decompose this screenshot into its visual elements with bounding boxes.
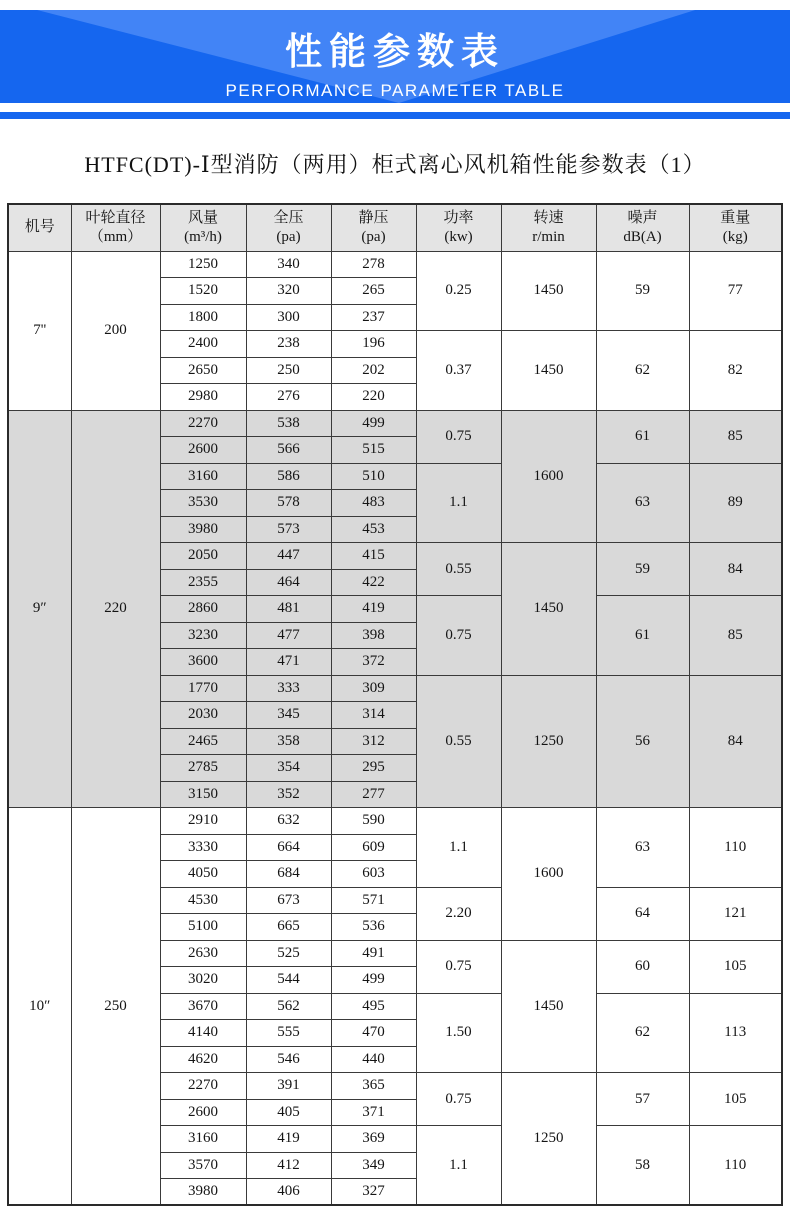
cell-total-pressure: 345 xyxy=(246,702,331,729)
cell-total-pressure: 578 xyxy=(246,490,331,517)
cell-noise: 59 xyxy=(596,543,689,596)
cell-flow: 2650 xyxy=(160,357,246,384)
cell-weight: 110 xyxy=(689,1126,782,1206)
cell-flow: 4050 xyxy=(160,861,246,888)
column-header-power xyxy=(416,204,501,251)
cell-static-pressure: 196 xyxy=(331,331,416,358)
cell-flow: 4140 xyxy=(160,1020,246,1047)
cell-flow: 2600 xyxy=(160,437,246,464)
cell-weight: 105 xyxy=(689,940,782,993)
cell-total-pressure: 586 xyxy=(246,463,331,490)
banner-content xyxy=(0,10,790,101)
cell-total-pressure: 538 xyxy=(246,410,331,437)
cell-total-pressure: 340 xyxy=(246,251,331,278)
cell-power: 0.75 xyxy=(416,596,501,676)
cell-power: 0.55 xyxy=(416,675,501,808)
column-header-label: 静压 xyxy=(358,210,389,226)
cell-static-pressure: 603 xyxy=(331,861,416,888)
cell-speed: 1250 xyxy=(501,1073,596,1206)
cell-flow: 2050 xyxy=(160,543,246,570)
column-header-unit: (kw) xyxy=(444,228,473,245)
cell-total-pressure: 684 xyxy=(246,861,331,888)
cell-static-pressure: 491 xyxy=(331,940,416,967)
table-body xyxy=(8,251,782,1205)
cell-flow: 3150 xyxy=(160,781,246,808)
cell-weight: 121 xyxy=(689,887,782,940)
cell-static-pressure: 499 xyxy=(331,967,416,994)
cell-noise: 56 xyxy=(596,675,689,808)
cell-flow: 2270 xyxy=(160,1073,246,1100)
cell-static-pressure: 349 xyxy=(331,1152,416,1179)
cell-flow: 2980 xyxy=(160,384,246,411)
cell-static-pressure: 483 xyxy=(331,490,416,517)
cell-noise: 63 xyxy=(596,463,689,543)
cell-weight: 85 xyxy=(689,410,782,463)
cell-total-pressure: 673 xyxy=(246,887,331,914)
cell-flow: 5100 xyxy=(160,914,246,941)
cell-weight: 110 xyxy=(689,808,782,888)
column-header-unit: dB(A) xyxy=(623,228,662,245)
cell-noise: 61 xyxy=(596,596,689,676)
cell-total-pressure: 665 xyxy=(246,914,331,941)
table-row xyxy=(8,410,782,437)
cell-weight: 84 xyxy=(689,543,782,596)
cell-static-pressure: 571 xyxy=(331,887,416,914)
performance-table xyxy=(7,203,783,1206)
cell-static-pressure: 369 xyxy=(331,1126,416,1153)
cell-static-pressure: 510 xyxy=(331,463,416,490)
cell-total-pressure: 546 xyxy=(246,1046,331,1073)
cell-weight: 84 xyxy=(689,675,782,808)
column-header-speed xyxy=(501,204,596,251)
column-header-unit: (pa) xyxy=(361,228,386,245)
banner xyxy=(0,10,790,103)
cell-static-pressure: 371 xyxy=(331,1099,416,1126)
cell-flow: 3980 xyxy=(160,516,246,543)
cell-static-pressure: 440 xyxy=(331,1046,416,1073)
cell-model: 7'' xyxy=(8,251,71,410)
cell-flow: 2600 xyxy=(160,1099,246,1126)
column-header-static-pressure xyxy=(331,204,416,251)
cell-flow: 3600 xyxy=(160,649,246,676)
banner-title: 性能参数表 xyxy=(285,31,505,72)
cell-weight: 85 xyxy=(689,596,782,676)
cell-flow: 2355 xyxy=(160,569,246,596)
cell-speed: 1600 xyxy=(501,410,596,543)
cell-total-pressure: 566 xyxy=(246,437,331,464)
cell-static-pressure: 499 xyxy=(331,410,416,437)
cell-diameter: 220 xyxy=(71,410,160,808)
column-header-label: 功率 xyxy=(443,210,474,226)
cell-total-pressure: 562 xyxy=(246,993,331,1020)
column-header-label: 风量 xyxy=(187,210,218,226)
cell-weight: 105 xyxy=(689,1073,782,1126)
cell-total-pressure: 238 xyxy=(246,331,331,358)
table-row xyxy=(8,808,782,835)
cell-static-pressure: 398 xyxy=(331,622,416,649)
cell-noise: 57 xyxy=(596,1073,689,1126)
cell-total-pressure: 276 xyxy=(246,384,331,411)
column-header-unit: (m³/h) xyxy=(184,228,222,245)
cell-static-pressure: 372 xyxy=(331,649,416,676)
cell-flow: 2400 xyxy=(160,331,246,358)
cell-static-pressure: 515 xyxy=(331,437,416,464)
cell-total-pressure: 320 xyxy=(246,278,331,305)
header-row xyxy=(8,204,782,251)
column-header-label: 转速 xyxy=(533,210,564,226)
page xyxy=(0,10,790,1206)
cell-flow: 2030 xyxy=(160,702,246,729)
cell-flow: 3570 xyxy=(160,1152,246,1179)
page-title: HTFC(DT)-Ⅰ型消防（两用）柜式离心风机箱性能参数表（1） xyxy=(84,152,706,177)
cell-noise: 63 xyxy=(596,808,689,888)
cell-power: 1.1 xyxy=(416,1126,501,1206)
cell-model: 10″ xyxy=(8,808,71,1206)
cell-noise: 64 xyxy=(596,887,689,940)
column-header-total-pressure xyxy=(246,204,331,251)
cell-total-pressure: 333 xyxy=(246,675,331,702)
cell-diameter: 200 xyxy=(71,251,160,410)
column-header-model xyxy=(8,204,71,251)
cell-total-pressure: 464 xyxy=(246,569,331,596)
cell-power: 1.1 xyxy=(416,463,501,543)
cell-power: 0.75 xyxy=(416,940,501,993)
cell-static-pressure: 265 xyxy=(331,278,416,305)
cell-speed: 1450 xyxy=(501,251,596,331)
cell-static-pressure: 220 xyxy=(331,384,416,411)
cell-static-pressure: 470 xyxy=(331,1020,416,1047)
cell-total-pressure: 477 xyxy=(246,622,331,649)
cell-flow: 4530 xyxy=(160,887,246,914)
cell-weight: 82 xyxy=(689,331,782,411)
cell-static-pressure: 495 xyxy=(331,993,416,1020)
cell-noise: 60 xyxy=(596,940,689,993)
cell-static-pressure: 278 xyxy=(331,251,416,278)
cell-flow: 3020 xyxy=(160,967,246,994)
column-header-noise xyxy=(596,204,689,251)
cell-static-pressure: 422 xyxy=(331,569,416,596)
cell-static-pressure: 590 xyxy=(331,808,416,835)
cell-flow: 3160 xyxy=(160,1126,246,1153)
table-row xyxy=(8,251,782,278)
cell-flow: 3980 xyxy=(160,1179,246,1206)
cell-noise: 58 xyxy=(596,1126,689,1206)
cell-total-pressure: 544 xyxy=(246,967,331,994)
banner-subtitle: PERFORMANCE PARAMETER TABLE xyxy=(225,81,565,100)
cell-flow: 2910 xyxy=(160,808,246,835)
column-header-unit: r/min xyxy=(532,228,565,245)
cell-static-pressure: 415 xyxy=(331,543,416,570)
table-head xyxy=(8,204,782,251)
cell-flow: 3670 xyxy=(160,993,246,1020)
cell-speed: 1600 xyxy=(501,808,596,941)
cell-static-pressure: 453 xyxy=(331,516,416,543)
cell-flow: 1800 xyxy=(160,304,246,331)
cell-static-pressure: 277 xyxy=(331,781,416,808)
cell-total-pressure: 406 xyxy=(246,1179,331,1206)
cell-power: 0.25 xyxy=(416,251,501,331)
cell-speed: 1250 xyxy=(501,675,596,808)
column-header-label: 噪声 xyxy=(627,210,658,226)
cell-total-pressure: 354 xyxy=(246,755,331,782)
cell-flow: 2630 xyxy=(160,940,246,967)
cell-total-pressure: 447 xyxy=(246,543,331,570)
cell-total-pressure: 419 xyxy=(246,1126,331,1153)
cell-total-pressure: 471 xyxy=(246,649,331,676)
cell-power: 0.75 xyxy=(416,1073,501,1126)
cell-static-pressure: 609 xyxy=(331,834,416,861)
cell-static-pressure: 365 xyxy=(331,1073,416,1100)
cell-total-pressure: 481 xyxy=(246,596,331,623)
cell-flow: 4620 xyxy=(160,1046,246,1073)
cell-speed: 1450 xyxy=(501,331,596,411)
cell-total-pressure: 664 xyxy=(246,834,331,861)
cell-flow: 3530 xyxy=(160,490,246,517)
cell-flow: 2270 xyxy=(160,410,246,437)
cell-static-pressure: 314 xyxy=(331,702,416,729)
cell-noise: 62 xyxy=(596,331,689,411)
cell-noise: 59 xyxy=(596,251,689,331)
cell-weight: 89 xyxy=(689,463,782,543)
column-header-label: 重量 xyxy=(720,210,751,226)
cell-weight: 113 xyxy=(689,993,782,1073)
cell-total-pressure: 573 xyxy=(246,516,331,543)
column-header-unit: (pa) xyxy=(276,228,301,245)
column-header-diameter xyxy=(71,204,160,251)
cell-static-pressure: 237 xyxy=(331,304,416,331)
cell-power: 2.20 xyxy=(416,887,501,940)
cell-total-pressure: 250 xyxy=(246,357,331,384)
cell-total-pressure: 405 xyxy=(246,1099,331,1126)
cell-static-pressure: 295 xyxy=(331,755,416,782)
cell-flow: 3230 xyxy=(160,622,246,649)
column-header-weight xyxy=(689,204,782,251)
cell-total-pressure: 525 xyxy=(246,940,331,967)
cell-weight: 77 xyxy=(689,251,782,331)
cell-total-pressure: 632 xyxy=(246,808,331,835)
cell-noise: 61 xyxy=(596,410,689,463)
cell-total-pressure: 555 xyxy=(246,1020,331,1047)
column-header-flow xyxy=(160,204,246,251)
cell-static-pressure: 536 xyxy=(331,914,416,941)
cell-flow: 2860 xyxy=(160,596,246,623)
column-header-unit: （mm） xyxy=(88,228,143,245)
cell-static-pressure: 419 xyxy=(331,596,416,623)
cell-power: 0.75 xyxy=(416,410,501,463)
column-header-label: 机号 xyxy=(24,219,55,236)
cell-flow: 1770 xyxy=(160,675,246,702)
column-header-label: 叶轮直径 xyxy=(85,210,146,226)
cell-power: 1.50 xyxy=(416,993,501,1073)
cell-power: 0.37 xyxy=(416,331,501,411)
cell-flow: 1520 xyxy=(160,278,246,305)
column-header-label: 全压 xyxy=(273,210,304,226)
cell-total-pressure: 391 xyxy=(246,1073,331,1100)
cell-flow: 2785 xyxy=(160,755,246,782)
cell-speed: 1450 xyxy=(501,940,596,1073)
column-header-unit: (kg) xyxy=(722,228,748,245)
cell-diameter: 250 xyxy=(71,808,160,1206)
cell-static-pressure: 327 xyxy=(331,1179,416,1206)
cell-flow: 3160 xyxy=(160,463,246,490)
cell-flow: 3330 xyxy=(160,834,246,861)
cell-total-pressure: 358 xyxy=(246,728,331,755)
cell-total-pressure: 412 xyxy=(246,1152,331,1179)
cell-total-pressure: 300 xyxy=(246,304,331,331)
cell-flow: 1250 xyxy=(160,251,246,278)
cell-power: 1.1 xyxy=(416,808,501,888)
cell-static-pressure: 309 xyxy=(331,675,416,702)
cell-static-pressure: 312 xyxy=(331,728,416,755)
cell-model: 9″ xyxy=(8,410,71,808)
cell-speed: 1450 xyxy=(501,543,596,676)
cell-total-pressure: 352 xyxy=(246,781,331,808)
cell-noise: 62 xyxy=(596,993,689,1073)
cell-flow: 2465 xyxy=(160,728,246,755)
banner-stripe-decoration xyxy=(0,112,790,119)
cell-power: 0.55 xyxy=(416,543,501,596)
cell-static-pressure: 202 xyxy=(331,357,416,384)
